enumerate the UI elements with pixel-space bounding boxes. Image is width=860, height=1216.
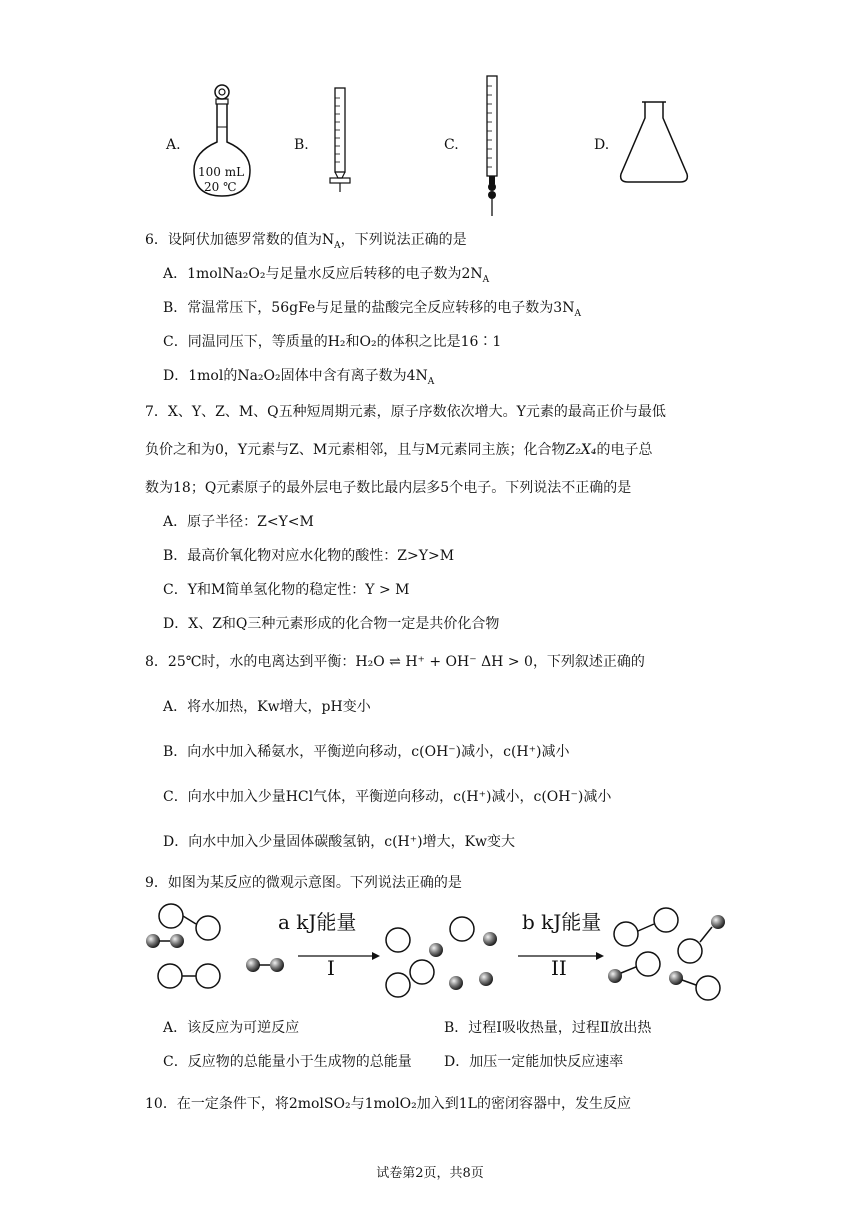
acid-burette-icon (326, 86, 354, 194)
q9-stem: 9．如图为某反应的微观示意图。下列说法正确的是 (145, 875, 462, 891)
q6-option-c-text: C．同温同压下，等质量的H₂和O₂的体积之比是16∶1 (163, 334, 502, 350)
option-a-label: A. (166, 137, 181, 153)
q8-option-a[interactable]: A．将水加热，Kw增大，pH变小 (163, 699, 371, 715)
q10-stem: 10．在一定条件下，将2molSO₂与1molO₂加入到1L的密闭容器中，发生反应 (145, 1096, 631, 1112)
q8-stem (145, 652, 645, 672)
q7-option-c[interactable]: C．Y和M简单氢化物的稳定性：Y > M (163, 582, 410, 598)
q8-equation: H₂O ⇌ H⁺ + OH⁻ ΔH > 0 (355, 654, 533, 670)
flask-temp-text: 20 ℃ (204, 180, 237, 194)
q6-option-c[interactable] (163, 332, 501, 352)
q6-stem-sub: A (334, 240, 341, 251)
q9-option-d[interactable]: D．加压一定能加快反应速率 (444, 1054, 624, 1070)
q8-option-b[interactable]: B．向水中加入稀氨水，平衡逆向移动，c(OH⁻)减小，c(H⁺)减小 (163, 744, 570, 760)
q6-option-b-text: B．常温常压下，56gFe与足量的盐酸完全反应转移的电子数为3N (163, 300, 575, 316)
q6-option-d-text: D．1mol的Na₂O₂固体中含有离子数为4N (163, 368, 428, 384)
q9-option-a[interactable]: A．该反应为可逆反应 (163, 1020, 300, 1036)
q6-option-a-sub: A (482, 274, 490, 285)
q6-stem-text: 6．设阿伏加德罗常数的值为N (145, 232, 335, 248)
arrow1-process-label: I (327, 956, 335, 980)
q6-option-a[interactable] (163, 264, 489, 290)
q6-option-b-sub: A (574, 308, 581, 319)
option-b-label: B. (294, 137, 309, 153)
q9-option-b[interactable]: B．过程Ⅰ吸收热量，过程Ⅱ放出热 (444, 1020, 652, 1036)
q7-compound: Z₂X₄ (565, 442, 597, 458)
q6-option-b[interactable] (163, 298, 581, 324)
q6-option-a-text: A．1molNa₂O₂与足量水反应后转移的电子数为2N (163, 266, 483, 282)
arrow1-energy-label: a kJ能量 (278, 910, 357, 934)
q7-stem-line2 (145, 440, 652, 460)
option-c-label: C. (444, 137, 459, 153)
reactant-molecules (146, 904, 284, 988)
arrow2-process-label: II (551, 956, 567, 980)
q8-stem-a: 8．25℃时，水的电离达到平衡： (145, 654, 356, 670)
q8-option-d[interactable]: D．向水中加入少量固体碳酸氢钠，c(H⁺)增大，Kw变大 (163, 834, 516, 850)
q7-line2-b: 的电子总 (596, 442, 653, 458)
q7-stem-line3: 数为18；Q元素原子的最外层电子数比最内层多5个电子。下列说法不正确的是 (145, 480, 632, 496)
base-burette-icon (480, 74, 504, 218)
option-d-label: D. (594, 137, 610, 153)
q8-option-c[interactable]: C．向水中加入少量HCl气体，平衡逆向移动，c(H⁺)减小，c(OH⁻)减小 (163, 789, 612, 805)
q6-option-d-sub: A (427, 376, 435, 387)
reaction-micro-diagram (140, 898, 740, 1010)
q6-stem-tail: ，下列说法正确的是 (340, 232, 467, 248)
q8-stem-b: ，下列叙述正确的 (532, 654, 645, 670)
page-footer: 试卷第2页，共8页 (376, 1166, 484, 1181)
flask-volume-text: 100 mL (198, 165, 245, 179)
q6-stem (145, 230, 467, 256)
q6-option-d[interactable] (163, 366, 434, 392)
q7-line2-a: 负价之和为0，Y元素与Z、M元素相邻，且与M元素同主族；化合物 (145, 442, 566, 458)
q7-option-d[interactable]: D．X、Z和Q三种元素形成的化合物一定是共价化合物 (163, 616, 500, 632)
conical-flask-icon (618, 100, 690, 186)
q7-stem-line1: 7．X、Y、Z、M、Q五种短周期元素，原子序数依次增大。Y元素的最高正价与最低 (145, 404, 666, 420)
q7-option-b[interactable]: B．最高价氧化物对应水化物的酸性：Z>Y>M (163, 548, 455, 564)
q7-option-a[interactable]: A．原子半径：Z<Y<M (163, 514, 314, 530)
arrow2-energy-label: b kJ能量 (522, 910, 602, 934)
q9-option-c[interactable]: C．反应物的总能量小于生成物的总能量 (163, 1054, 412, 1070)
